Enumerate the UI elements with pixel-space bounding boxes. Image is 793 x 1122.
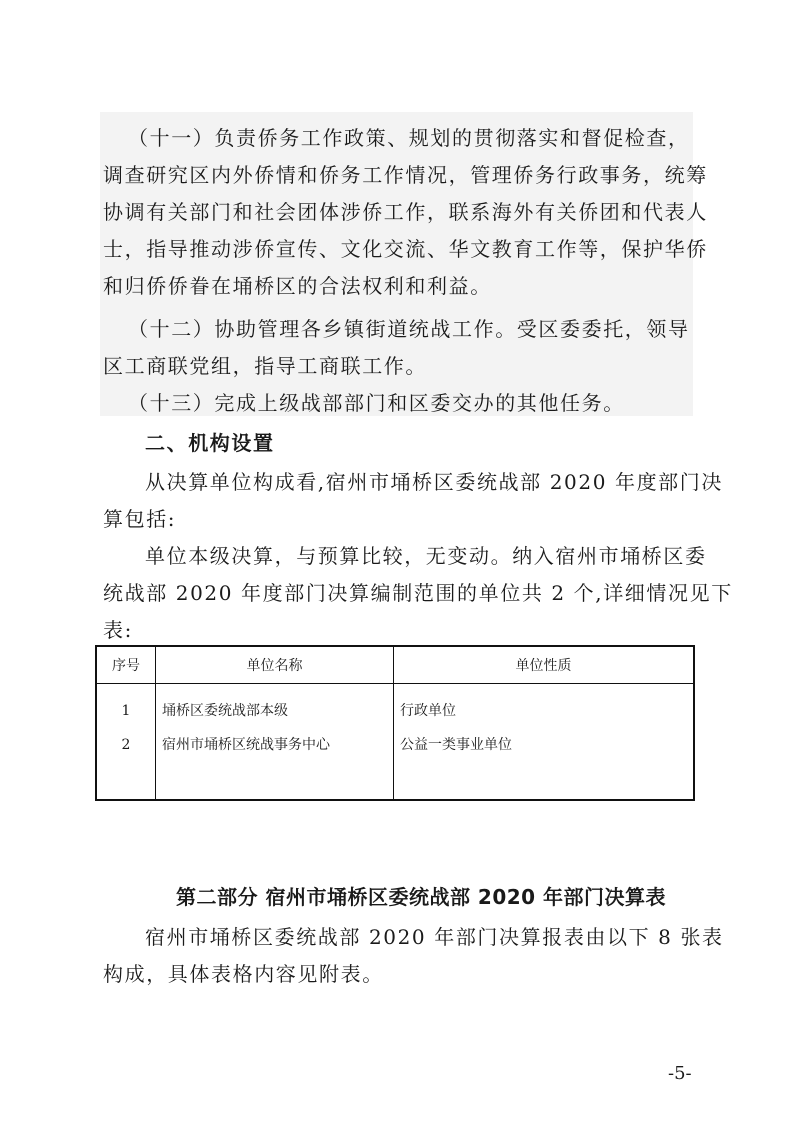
- section2-para2-line-1: 单位本级决算，与预算比较，无变动。纳入宿州市埇桥区委: [145, 544, 707, 568]
- header-name: 单位名称: [156, 646, 394, 684]
- unit-table: [95, 645, 695, 801]
- column-type: [394, 684, 695, 801]
- part2-para-line-2: 构成，具体表格内容见附表。: [103, 962, 384, 986]
- row-number: 1: [121, 703, 131, 719]
- item11-line-5: 和归侨侨眷在埇桥区的合法权利和利益。: [103, 274, 492, 298]
- part2-heading: 第二部分 宿州市埇桥区委统战部 2020 年部门决算表: [176, 885, 667, 909]
- section2-para2-line-2: 统战部 2020 年度部门决算编制范围的单位共 2 个,详细情况见下: [103, 581, 733, 605]
- header-no: 序号: [96, 646, 156, 684]
- section2-para1-line-2: 算包括:: [103, 507, 177, 531]
- table-row: [96, 684, 694, 801]
- table-header-row: [96, 646, 694, 684]
- column-no: [96, 684, 156, 801]
- item11-line-4: 士，指导推动涉侨宣传、文化交流、华文教育工作等，保护华侨: [103, 237, 708, 261]
- unit-name: 埇桥区委统战部本级: [162, 703, 288, 719]
- part2-para-line-1: 宿州市埇桥区委统战部 2020 年部门决算报表由以下 8 张表: [145, 925, 724, 949]
- row-number: 2: [121, 737, 131, 753]
- section2-para1-line-1: 从决算单位构成看,宿州市埇桥区委统战部 2020 年度部门决: [145, 470, 723, 494]
- unit-type: 公益一类事业单位: [400, 737, 512, 753]
- item11-line-2: 调查研究区内外侨情和侨务工作情况，管理侨务行政事务，统筹: [103, 163, 708, 187]
- page-number: -5-: [668, 1063, 692, 1084]
- item11-line-3: 协调有关部门和社会团体涉侨工作，联系海外有关侨团和代表人: [103, 200, 708, 224]
- item12-line-1: （十二）协助管理各乡镇街道统战工作。受区委委托，领导: [128, 317, 690, 341]
- column-name: [156, 684, 394, 801]
- item12-line-2: 区工商联党组，指导工商联工作。: [103, 354, 427, 378]
- item11-line-1: （十一）负责侨务工作政策、规划的贯彻落实和督促检查，: [128, 126, 690, 150]
- unit-name: 宿州市埇桥区统战事务中心: [162, 737, 330, 753]
- unit-type: 行政单位: [400, 703, 456, 719]
- section2-heading: 二、机构设置: [145, 431, 275, 455]
- header-type: 单位性质: [394, 646, 695, 684]
- item13-line: （十三）完成上级战部部门和区委交办的其他任务。: [128, 391, 625, 415]
- section2-para2-line-3: 表:: [103, 618, 133, 642]
